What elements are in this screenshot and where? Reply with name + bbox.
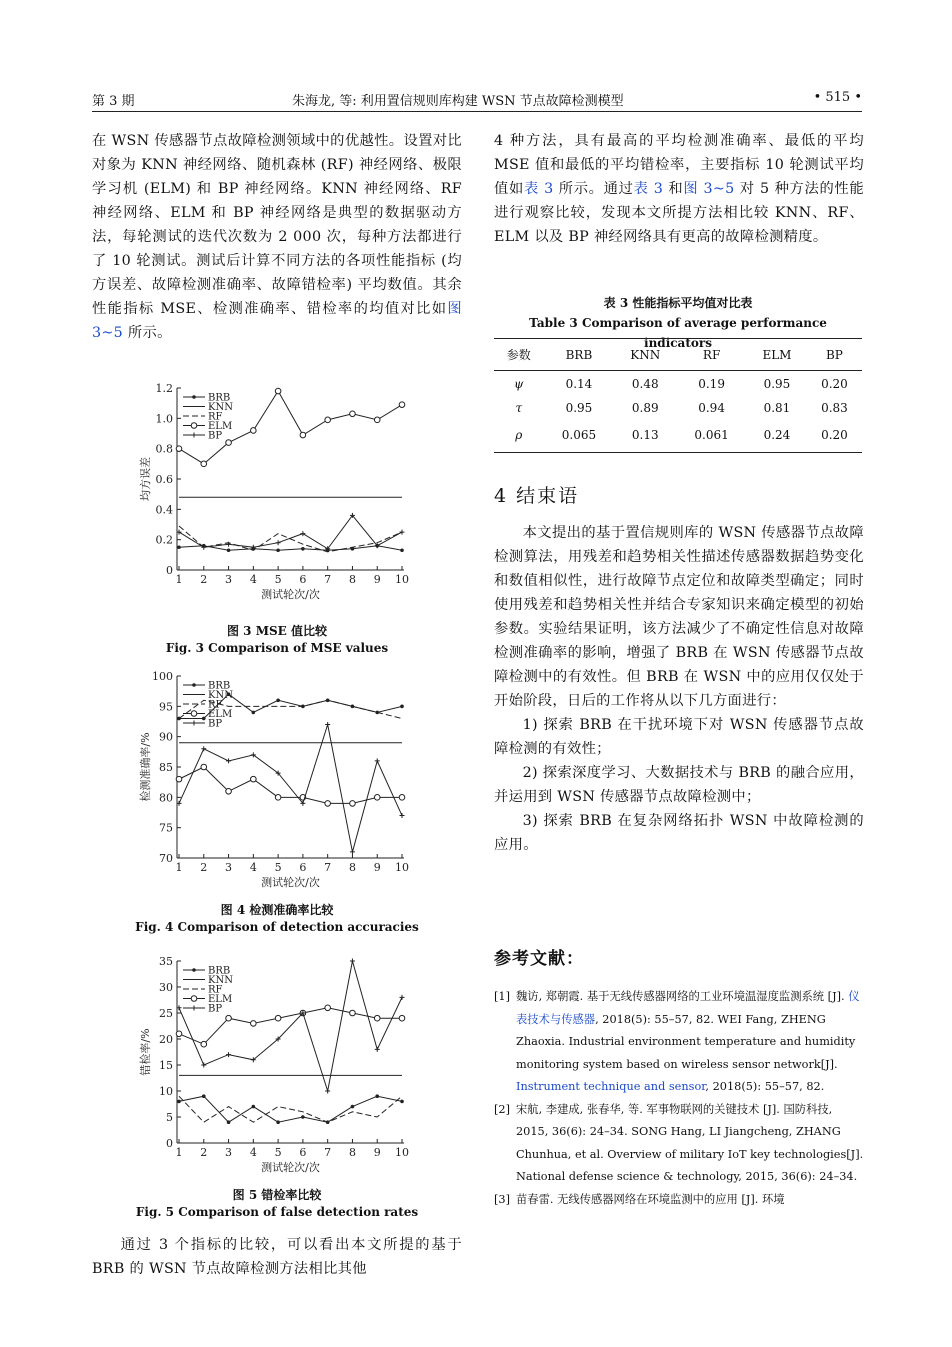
legend-label: ELM	[208, 421, 233, 432]
x-tick-label: 3	[225, 573, 233, 586]
y-tick-label: 100	[152, 670, 173, 683]
table-cell: 0.24	[763, 428, 791, 443]
table-cell: 0.48	[631, 376, 659, 391]
data-point-elm	[399, 1015, 405, 1021]
legend-label: KNN	[208, 402, 233, 413]
data-point-brb	[351, 1105, 355, 1109]
data-point-elm	[226, 1015, 232, 1021]
data-point-elm	[251, 776, 257, 782]
left-column-text	[92, 129, 462, 345]
table-header: RF	[702, 347, 721, 362]
chart-mse	[92, 380, 462, 605]
data-point-brb	[400, 705, 404, 709]
data-point-brb	[375, 1094, 379, 1098]
x-axis-label: 测试轮次/次	[261, 588, 320, 601]
data-point-bp	[226, 1052, 231, 1057]
table-cell: 0.061	[694, 428, 729, 443]
series-line-bp	[179, 725, 402, 852]
figure-3	[92, 380, 462, 657]
x-axis-label: 测试轮次/次	[261, 876, 320, 889]
table-caption-cn: 表 3 性能指标平均值对比表	[603, 296, 753, 310]
y-tick-label: 85	[159, 761, 173, 774]
legend-marker	[192, 683, 196, 687]
y-axis-label: 错检率/%	[139, 1028, 152, 1076]
chart-accuracy	[92, 668, 462, 893]
y-tick-label: 15	[159, 1059, 173, 1072]
data-point-elm	[399, 402, 405, 408]
x-tick-label: 8	[348, 1146, 356, 1159]
data-point-elm	[226, 788, 232, 794]
data-point-elm	[176, 776, 182, 782]
data-point-brb	[227, 1120, 231, 1124]
x-axis-label: 测试轮次/次	[261, 1161, 320, 1174]
legend-label: BP	[208, 430, 223, 442]
data-point-elm	[350, 1010, 356, 1016]
x-tick-label: 5	[274, 1146, 282, 1159]
data-point-elm	[201, 461, 207, 467]
section-heading: 4 结束语	[494, 485, 580, 507]
chart-false-rate	[92, 953, 462, 1178]
table-cell: 0.81	[763, 400, 791, 415]
issue-number: 第 3 期	[92, 94, 135, 109]
x-tick-label: 7	[324, 573, 332, 586]
x-tick-label: 3	[225, 861, 233, 874]
legend-label: KNN	[208, 975, 233, 986]
reference-list	[494, 986, 864, 1211]
table-cell: 0.19	[698, 376, 725, 391]
figure-caption-cn: 图 4 检测准确率比较	[220, 903, 334, 917]
data-point-bp	[400, 995, 405, 1000]
data-point-elm	[201, 1041, 207, 1047]
x-tick-label: 8	[348, 861, 356, 874]
figure-caption-en: Fig. 4 Comparison of detection accuracies	[135, 920, 419, 934]
x-tick-label: 9	[373, 861, 381, 874]
data-point-elm	[399, 795, 405, 801]
legend-marker	[191, 423, 197, 429]
paragraph: 4 种方法，具有最高的平均检测准确率、最低的平均 MSE 值和最低的平均错检率，主要指标 10 轮测试平均值如表 3 所示。通过表 3 和图 3~5 对 5 种方法的性能进行观察比较，发现本文所提方法相比较 KNN、RF、ELM 以及 BP 神经网络具有更高的故障检测精度。	[494, 133, 864, 245]
series-line-elm	[179, 767, 402, 803]
y-tick-label: 35	[159, 955, 173, 968]
figure-caption-en: Fig. 3 Comparison of MSE values	[165, 641, 389, 655]
data-point-bp	[375, 758, 380, 763]
data-point-bp	[276, 540, 281, 545]
reference-item: [2] 宋航, 李建成, 张春华, 等. 军事物联网的关键技术 [J]. 国防科技, 2015, 36(6): 24–34. SONG Hang, LI Jiangcheng, ZHANG Chunhua, et al. Overview of military IoT key technologies[J]. National defense science & technology, 2015, 36(6): 24–34.	[494, 1102, 864, 1183]
data-point-brb	[400, 548, 404, 552]
table-link[interactable]: 表 3	[523, 181, 554, 197]
y-tick-label: 90	[159, 730, 173, 744]
table-cell: 0.94	[698, 400, 725, 415]
legend-label: ELM	[208, 709, 233, 720]
legend-marker	[192, 433, 197, 438]
legend-marker	[192, 1006, 197, 1011]
data-point-bp	[325, 722, 330, 727]
series-line-bp	[179, 515, 402, 548]
data-point-bp	[375, 1047, 380, 1052]
table-cell: ψ	[514, 376, 524, 391]
y-tick-label: 20	[159, 1033, 173, 1046]
running-header	[92, 90, 862, 112]
data-point-bp	[400, 813, 405, 818]
data-point-elm	[275, 1015, 281, 1021]
data-point-brb	[252, 1105, 256, 1109]
reference-item: [3] 苗春雷. 无线传感器网络在环境监测中的应用 [J]. 环境	[494, 1192, 785, 1206]
table-row	[494, 371, 862, 397]
x-tick-label: 4	[249, 861, 257, 874]
figure-link[interactable]: 图 3~5	[683, 181, 735, 197]
data-point-elm	[374, 1015, 380, 1021]
data-point-elm	[325, 417, 331, 423]
x-tick-label: 2	[200, 1146, 208, 1159]
y-tick-label: 95	[159, 700, 173, 714]
journal-link[interactable]: Instrument technique and sensor	[516, 1080, 706, 1093]
page-number: • 515 •	[813, 90, 862, 105]
paragraph: 在 WSN 传感器节点故障检测领域中的优越性。设置对比对象为 KNN 神经网络、随机森林 (RF) 神经网络、极限学习机 (ELM) 和 BP 神经网络。KNN 神经网络、RF 神经网络、ELM 和 BP 神经网络是典型的数据驱动方法，每轮测试的迭代次数为 2 000 次，每种方法都进行了 10 轮测试。测试后计算不同方法的各项性能指标 (均方误差、故障检测准确率、故障错检率) 平均数值。其余性能指标 MSE、检测准确率、错检率的均值对比如图 3~5 所示。	[92, 133, 462, 341]
y-tick-label: 1.0	[155, 412, 173, 426]
table-cell: 0.20	[821, 376, 848, 391]
figure-link[interactable]: 图 3~5	[92, 301, 462, 341]
legend-marker	[192, 968, 196, 972]
table-cell: ρ	[515, 428, 523, 443]
x-tick-label: 10	[395, 1146, 409, 1159]
legend-label: ELM	[208, 994, 233, 1005]
table-cell: 0.14	[565, 376, 593, 391]
data-point-brb	[276, 1120, 280, 1124]
data-point-brb	[252, 711, 256, 715]
list-item: 1) 探索 BRB 在干扰环境下对 WSN 传感器节点故障检测的有效性；	[494, 717, 864, 757]
data-point-bp	[201, 1063, 206, 1068]
legend-marker	[192, 721, 197, 726]
data-point-bp	[350, 959, 355, 964]
table-cell: 0.13	[631, 428, 659, 443]
y-tick-label: 25	[159, 1007, 173, 1020]
data-point-elm	[201, 764, 207, 770]
data-point-elm	[350, 801, 356, 807]
x-tick-label: 6	[299, 573, 307, 586]
figure-4	[92, 668, 462, 936]
x-tick-label: 6	[299, 861, 307, 874]
data-point-brb	[177, 545, 181, 549]
data-point-brb	[301, 547, 305, 551]
data-point-elm	[374, 417, 380, 423]
legend-label: RF	[208, 699, 223, 711]
x-tick-label: 6	[299, 1146, 307, 1159]
x-tick-label: 4	[249, 573, 257, 586]
x-tick-label: 10	[395, 861, 409, 874]
legend-label: RF	[208, 411, 223, 423]
x-tick-label: 5	[274, 861, 282, 874]
y-tick-label: 1.2	[155, 382, 173, 395]
data-point-elm	[374, 795, 380, 801]
data-point-elm	[251, 428, 257, 434]
conclusion-text	[494, 521, 864, 857]
data-point-elm	[350, 411, 356, 417]
y-tick-label: 0.6	[155, 473, 173, 486]
figure-5	[92, 953, 462, 1221]
data-point-bp	[350, 849, 355, 854]
table-row	[494, 419, 862, 453]
y-tick-label: 30	[159, 981, 173, 994]
data-point-elm	[275, 795, 281, 801]
y-tick-label: 80	[159, 791, 173, 805]
table-header: BRB	[565, 347, 593, 362]
journal-link[interactable]: 仪表技术与传感器	[516, 990, 860, 1026]
table-cell: 0.20	[821, 428, 848, 443]
table-header-row	[494, 339, 862, 371]
data-point-elm	[176, 446, 182, 452]
references-heading: 参考文献：	[494, 949, 584, 969]
series-line-rf	[179, 526, 402, 552]
table-cell: 0.065	[561, 428, 597, 443]
data-point-elm	[325, 1005, 331, 1011]
data-point-bp	[201, 746, 206, 751]
x-tick-label: 4	[249, 1146, 257, 1159]
data-point-brb	[227, 548, 231, 552]
x-tick-label: 1	[175, 861, 183, 874]
table-header: ELM	[762, 347, 792, 362]
legend-marker	[191, 711, 197, 717]
y-tick-label: 0	[166, 1137, 173, 1150]
legend-label: RF	[208, 984, 223, 996]
x-tick-label: 7	[324, 861, 332, 874]
y-axis-label: 检测准确率/%	[139, 732, 152, 802]
y-tick-label: 75	[159, 821, 173, 835]
x-tick-label: 5	[274, 573, 282, 586]
y-tick-label: 5	[166, 1111, 173, 1124]
y-tick-label: 0.2	[155, 533, 173, 547]
table-cell: 0.95	[763, 376, 791, 391]
table-cell: 0.83	[821, 400, 848, 415]
data-point-brb	[202, 717, 206, 721]
figure-caption-cn: 图 3 MSE 值比较	[227, 624, 327, 638]
data-point-brb	[177, 1100, 181, 1104]
table-3	[494, 338, 862, 453]
data-point-bp	[400, 530, 405, 535]
legend-marker	[191, 996, 197, 1002]
data-point-brb	[276, 698, 280, 702]
x-tick-label: 3	[225, 1146, 233, 1159]
data-point-brb	[202, 1094, 206, 1098]
data-point-brb	[301, 1115, 305, 1119]
running-title: 朱海龙, 等: 利用置信规则库构建 WSN 节点故障检测模型	[292, 94, 624, 109]
right-column-text	[494, 129, 864, 249]
x-tick-label: 9	[373, 573, 381, 586]
data-point-bp	[226, 542, 231, 547]
data-point-elm	[226, 440, 232, 446]
x-tick-label: 2	[200, 861, 208, 874]
data-point-bp	[226, 758, 231, 763]
y-axis-label: 均方误差	[139, 457, 152, 501]
table-cell: 0.89	[631, 400, 659, 415]
list-item: 3) 探索 BRB 在复杂网络拓扑 WSN 中故障检测的应用。	[494, 813, 864, 853]
legend-marker	[192, 395, 196, 399]
legend-label: BP	[208, 718, 223, 730]
data-point-elm	[275, 388, 281, 394]
table-header: KNN	[630, 347, 661, 362]
y-tick-label: 0.4	[155, 503, 173, 517]
x-tick-label: 1	[175, 1146, 183, 1159]
table-cell: 0.95	[565, 400, 593, 415]
paragraph: 本文提出的基于置信规则库的 WSN 传感器节点故障检测算法，用残差和趋势相关性描述传感器数据趋势变化和数值相似性，进行故障节点定位和故障类型确定；同时使用残差和趋势相关性并结合专家知识来确定模型的初始参数。实验结果证明，该方法减少了不确定性信息对故障检测准确率的影响，增强了 BRB 在 WSN 传感器节点故障检测中的有效性。但 BRB 在 WSN 中的应用仅仅处于开始阶段，日后的工作将从以下几方面进行：	[494, 525, 864, 709]
table-link[interactable]: 表 3	[633, 181, 664, 197]
legend-label: BRB	[208, 965, 231, 977]
x-tick-label: 9	[373, 1146, 381, 1159]
list-item: 2) 探索深度学习、大数据技术与 BRB 的融合应用，并运用到 WSN 传感器节点故障检测中；	[494, 765, 864, 805]
table-header: BP	[825, 347, 843, 362]
legend-label: BRB	[208, 680, 231, 692]
y-tick-label: 10	[159, 1085, 173, 1098]
data-point-bp	[325, 1089, 330, 1094]
table-cell: τ	[515, 400, 523, 415]
legend-label: BP	[208, 1003, 223, 1015]
data-point-bp	[300, 531, 305, 536]
figure-caption-cn: 图 5 错检率比较	[232, 1188, 322, 1202]
left-bottom-paragraph: 通过 3 个指标的比较，可以看出本文所提的基于 BRB 的 WSN 节点故障检测方法相比其他	[92, 1237, 462, 1277]
y-tick-label: 0	[166, 564, 173, 577]
x-tick-label: 1	[175, 573, 183, 586]
x-tick-label: 2	[200, 573, 208, 586]
data-point-elm	[300, 432, 306, 438]
figure-caption-en: Fig. 5 Comparison of false detection rates	[135, 1205, 419, 1219]
table-header: 参数	[506, 348, 531, 362]
data-point-elm	[251, 1021, 257, 1027]
data-point-brb	[400, 1100, 404, 1104]
table-row	[494, 397, 862, 419]
legend-label: KNN	[208, 690, 233, 701]
reference-item: [1] 魏访, 郑朝霞. 基于无线传感器网络的工业环境温湿度监测系统 [J]. 仪表技术与传感器, 2018(5): 55–57, 82. WEI Fang, ZHENG Zhaoxia. Industrial environment temperature and humidity monitoring system based on wireless sensor network[J]. Instrument technique and sensor, 2018(5): 55–57, 82.	[494, 990, 860, 1093]
data-point-brb	[276, 548, 280, 552]
x-tick-label: 7	[324, 1146, 332, 1159]
x-tick-label: 10	[395, 573, 409, 586]
data-point-elm	[325, 801, 331, 807]
y-tick-label: 0.8	[155, 442, 173, 456]
y-tick-label: 70	[159, 852, 173, 865]
data-point-elm	[176, 1031, 182, 1037]
legend-label: BRB	[208, 392, 231, 404]
x-tick-label: 8	[348, 573, 356, 586]
table-caption-en: Table 3 Comparison of average performance indicators	[529, 316, 827, 350]
